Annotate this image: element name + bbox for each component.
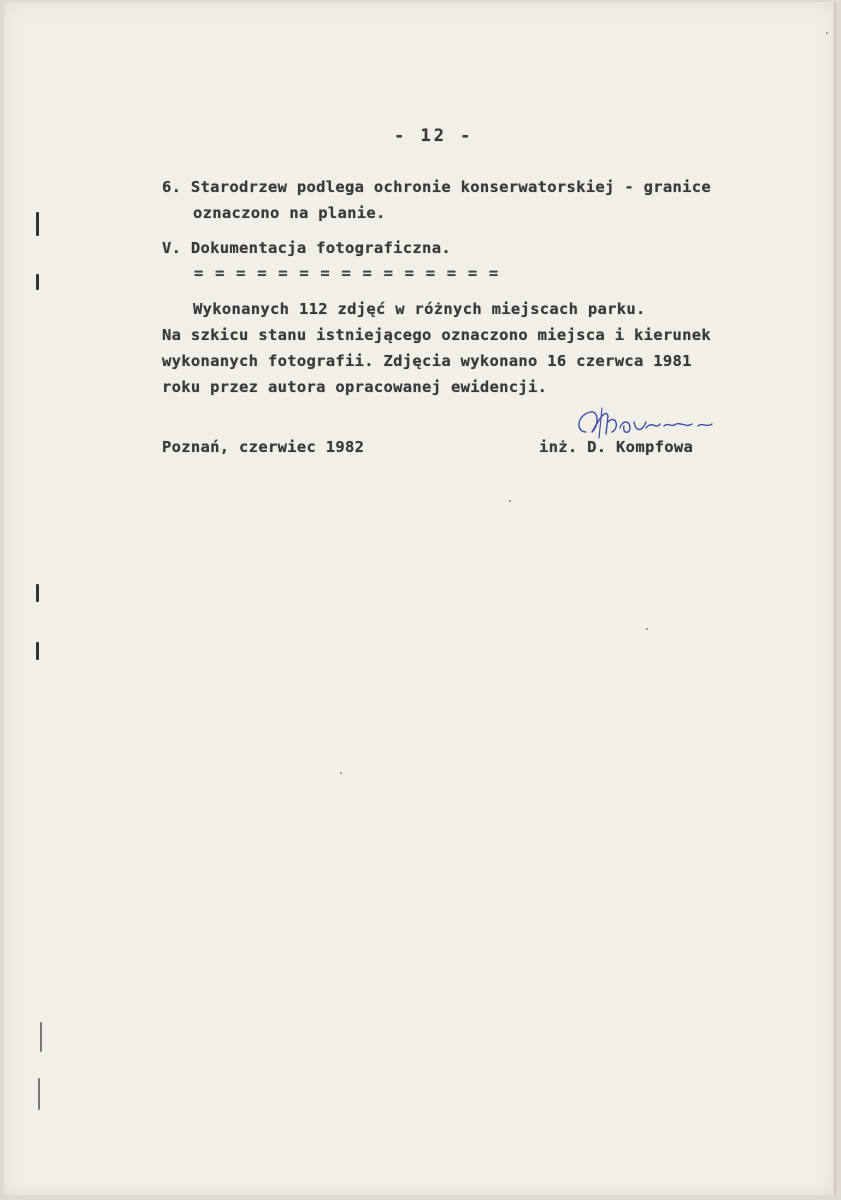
document-page — [4, 2, 836, 1195]
paragraph-line-3: wykonanych fotografii. Zdjęcia wykonano 16 czerwca 1981 — [162, 352, 692, 370]
margin-mark — [36, 584, 39, 602]
author-name: inż. D. Kompfowa — [539, 438, 694, 456]
paper-speck — [509, 500, 511, 502]
place-and-date: Poznań, czerwiec 1982 — [162, 438, 365, 456]
paper-speck — [340, 772, 342, 774]
paper-speck — [826, 32, 828, 34]
item-6-line-1: 6. Starodrzew podlega ochronie konserwatorskiej - granice — [162, 178, 712, 196]
margin-mark — [40, 1022, 42, 1052]
margin-mark — [36, 642, 39, 660]
paragraph-line-1: Wykonanych 112 zdjęć w różnych miejscach parku. — [193, 300, 646, 318]
section-heading: V. Dokumentacja fotograficzna. — [162, 239, 451, 257]
margin-mark — [36, 274, 39, 290]
paragraph-line-4: roku przez autora opracowanej ewidencji. — [162, 378, 548, 396]
paper-speck — [646, 628, 648, 630]
page-number: - 12 - — [394, 126, 474, 146]
item-6-line-2: oznaczono na planie. — [193, 204, 386, 222]
paragraph-line-2: Na szkicu stanu istniejącego oznaczono miejsca i kierunek — [162, 326, 712, 344]
margin-mark — [36, 212, 39, 236]
margin-mark — [38, 1078, 40, 1110]
section-underline: = = = = = = = = = = = = = = = — [194, 264, 500, 282]
handwritten-signature — [572, 402, 722, 450]
